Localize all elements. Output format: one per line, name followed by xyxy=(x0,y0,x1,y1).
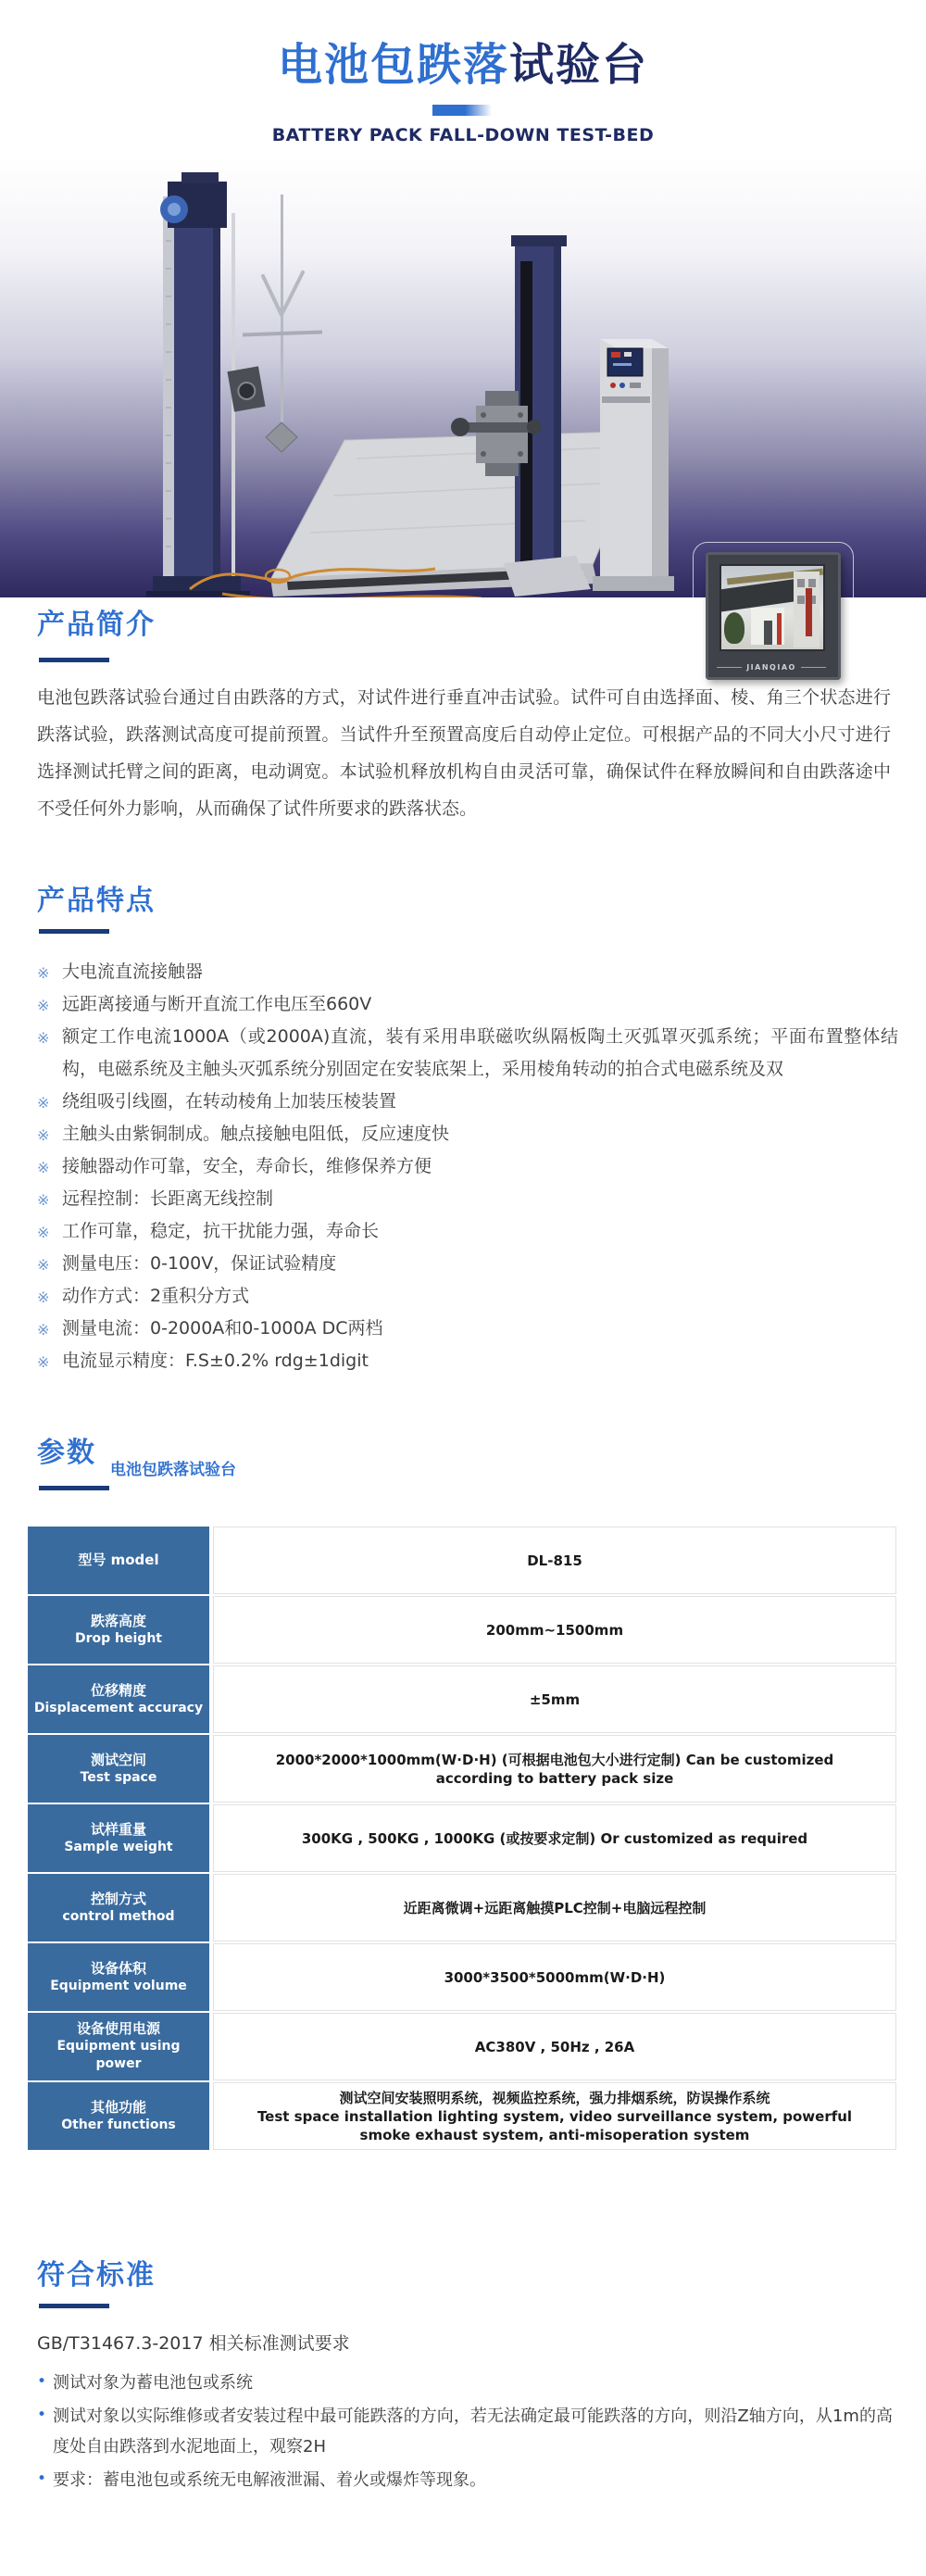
params-table-row xyxy=(28,1665,896,1733)
intro-title-underline xyxy=(39,658,109,662)
features-section-title: 产品特点 xyxy=(37,885,156,917)
asterisk-bullet-icon: ※ xyxy=(37,1353,50,1371)
dot-bullet-icon: • xyxy=(37,2372,47,2391)
params-table-row xyxy=(28,1527,896,1594)
standard-item xyxy=(37,2401,893,2462)
intro-body: 电池包跌落试验台通过自由跌落的方式，对试件进行垂直冲击试验。试件可自由选择面、棱、角三个状态进行跌落试验，跌落测试高度可提前预置。当试件升至预置高度后自动停止定位。可根据产品的不同大小尺寸进行选择测试托臂之间的距离，电动调宽。本试验机释放机构自由灵活可靠，确保试件在释放瞬间和自由跌落途中不受任何外力影响，从而确保了试件所要求的跌落状态。 xyxy=(37,687,891,819)
params-table-row xyxy=(28,2082,896,2150)
param-label-cell: 测试空间 Test space xyxy=(28,1735,209,1803)
param-label-cell: 设备使用电源 Equipment using power xyxy=(28,2013,209,2080)
dot-bullet-icon: • xyxy=(37,2469,47,2488)
title-accent-bar xyxy=(432,105,492,116)
features-title-underline xyxy=(39,929,109,934)
standard-text: 要求：蓄电池包或系统无电解液泄漏、着火或爆炸等现象。 xyxy=(53,2470,486,2490)
feature-text: 大电流直流接触器 xyxy=(62,961,204,982)
params-table-row xyxy=(28,1874,896,1941)
feature-text: 工作可靠，稳定，抗干扰能力强，寿命长 xyxy=(62,1221,380,1241)
params-section-subtitle: 电池包跌落试验台 xyxy=(110,1461,236,1479)
inset-caption: 控制系统 xyxy=(744,703,800,720)
asterisk-bullet-icon: ※ xyxy=(37,1159,50,1176)
asterisk-bullet-icon: ※ xyxy=(37,1191,50,1209)
feature-text: 额定工作电流1000A（或2000A)直流，装有采用串联磁吹纵隔板陶土灭弧罩灭弧系统；平面布置整体结构，电磁系统及主触头灭弧系统分别固定在安装底架上，采用棱角转动的拍合式电磁系统及双 xyxy=(62,1026,898,1079)
param-label-cell: 其他功能 Other functions xyxy=(28,2082,209,2150)
page-title-rest: 试验台 xyxy=(509,39,649,91)
feature-item xyxy=(37,1118,898,1150)
feature-text: 测量电压：0-100V，保证试验精度 xyxy=(62,1253,337,1274)
params-title-underline xyxy=(39,1486,109,1490)
control-panel-inset xyxy=(693,542,854,690)
standards-list xyxy=(37,2368,893,2498)
feature-item xyxy=(37,988,898,1021)
param-value-cell: 近距离微调+远距离触摸PLC控制+电脑远程控制 xyxy=(213,1874,896,1941)
param-value-cell: ±5mm xyxy=(213,1665,896,1733)
param-label-cell: 设备体积 Equipment volume xyxy=(28,1943,209,2011)
asterisk-bullet-icon: ※ xyxy=(37,964,50,982)
feature-text: 接触器动作可靠，安全，寿命长，维修保养方便 xyxy=(62,1156,432,1176)
param-label-cell: 型号 model xyxy=(28,1527,209,1594)
machine-illustration xyxy=(0,157,926,597)
params-table-row xyxy=(28,1596,896,1664)
asterisk-bullet-icon: ※ xyxy=(37,1224,50,1241)
param-label-cell: 控制方式 control method xyxy=(28,1874,209,1941)
param-value-cell: 300KG , 500KG , 1000KG (或按要求定制) Or customized as required xyxy=(213,1804,896,1872)
page-title xyxy=(0,39,926,91)
feature-item xyxy=(37,1280,898,1313)
param-label-cell: 位移精度 Displacement accuracy xyxy=(28,1665,209,1733)
asterisk-bullet-icon: ※ xyxy=(37,1094,50,1112)
standards-section-title: 符合标准 xyxy=(37,2259,156,2292)
asterisk-bullet-icon: ※ xyxy=(37,1126,50,1144)
feature-text: 测量电流：0-2000A和0-1000A DC两档 xyxy=(62,1318,383,1338)
params-table xyxy=(28,1527,896,2150)
params-table-row xyxy=(28,1804,896,1872)
feature-text: 主触头由紫铜制成。触点接触电阻低，反应速度快 xyxy=(62,1124,450,1144)
param-value-cell: AC380V , 50Hz , 26A xyxy=(213,2013,896,2080)
asterisk-bullet-icon: ※ xyxy=(37,997,50,1014)
feature-text: 动作方式：2重积分方式 xyxy=(62,1286,250,1306)
feature-item xyxy=(37,1086,898,1118)
param-value-cell: 测试空间安装照明系统，视频监控系统，强力排烟系统，防误操作系统 Test space installation lighting system, video surveillance system, powerful smoke exhaust system, anti-misoperation system xyxy=(213,2082,896,2150)
param-value-cell: 2000*2000*1000mm(W·D·H) (可根据电池包大小进行定制) Can be customized according to battery pack size xyxy=(213,1735,896,1803)
feature-item xyxy=(37,1345,898,1377)
asterisk-bullet-icon: ※ xyxy=(37,1288,50,1306)
params-table-row xyxy=(28,1943,896,2011)
asterisk-bullet-icon: ※ xyxy=(37,1321,50,1338)
feature-text: 远距离接通与断开直流工作电压至660V xyxy=(62,994,372,1014)
feature-text: 绕组吸引线圈，在转动棱角上加装压棱装置 xyxy=(62,1091,397,1112)
features-list xyxy=(37,956,898,1377)
asterisk-bullet-icon: ※ xyxy=(37,1029,50,1047)
hmi-screen-photo xyxy=(720,564,825,651)
standard-text: 测试对象以实际维修或者安装过程中最可能跌落的方向，若无法确定最可能跌落的方向，则沿Z轴方向，从1m的高度处自由跌落到水泥地面上，观察2H xyxy=(53,2406,893,2457)
asterisk-bullet-icon: ※ xyxy=(37,1256,50,1274)
params-section-title: 参数 xyxy=(37,1437,96,1469)
params-table-row xyxy=(28,2013,896,2080)
intro-section-title: 产品简介 xyxy=(37,609,156,641)
page-title-highlight: 电池包跌落 xyxy=(277,39,509,91)
dot-bullet-icon: • xyxy=(37,2406,47,2424)
control-pedestal xyxy=(593,339,674,591)
param-value-cell: 3000*3500*5000mm(W·D·H) xyxy=(213,1943,896,2011)
feature-item xyxy=(37,1248,898,1280)
param-label-cell: 跌落高度 Drop height xyxy=(28,1596,209,1664)
standard-item xyxy=(37,2368,893,2398)
hmi-monitor xyxy=(706,552,841,680)
feature-text: 远程控制：长距离无线控制 xyxy=(62,1188,274,1209)
feature-item xyxy=(37,1150,898,1183)
standard-item xyxy=(37,2465,893,2495)
param-value-cell: 200mm~1500mm xyxy=(213,1596,896,1664)
hoist-arm xyxy=(227,195,322,452)
feature-item xyxy=(37,1183,898,1215)
standards-lead: GB/T31467.3-2017 相关标准测试要求 xyxy=(37,2333,350,2354)
monitor-brand: JIANQIAO xyxy=(717,663,826,672)
feature-text: 电流显示精度：F.S±0.2% rdg±1digit xyxy=(62,1351,369,1371)
param-label-cell: 试样重量 Sample weight xyxy=(28,1804,209,1872)
page-subtitle-en: BATTERY PACK FALL-DOWN TEST-BED xyxy=(271,125,655,145)
params-table-row xyxy=(28,1735,896,1803)
feature-item xyxy=(37,1215,898,1248)
param-value-cell: DL-815 xyxy=(213,1527,896,1594)
standard-text: 测试对象为蓄电池包或系统 xyxy=(53,2373,253,2393)
feature-item xyxy=(37,1021,898,1086)
feature-item xyxy=(37,956,898,988)
feature-item xyxy=(37,1313,898,1345)
standards-title-underline xyxy=(39,2304,109,2308)
